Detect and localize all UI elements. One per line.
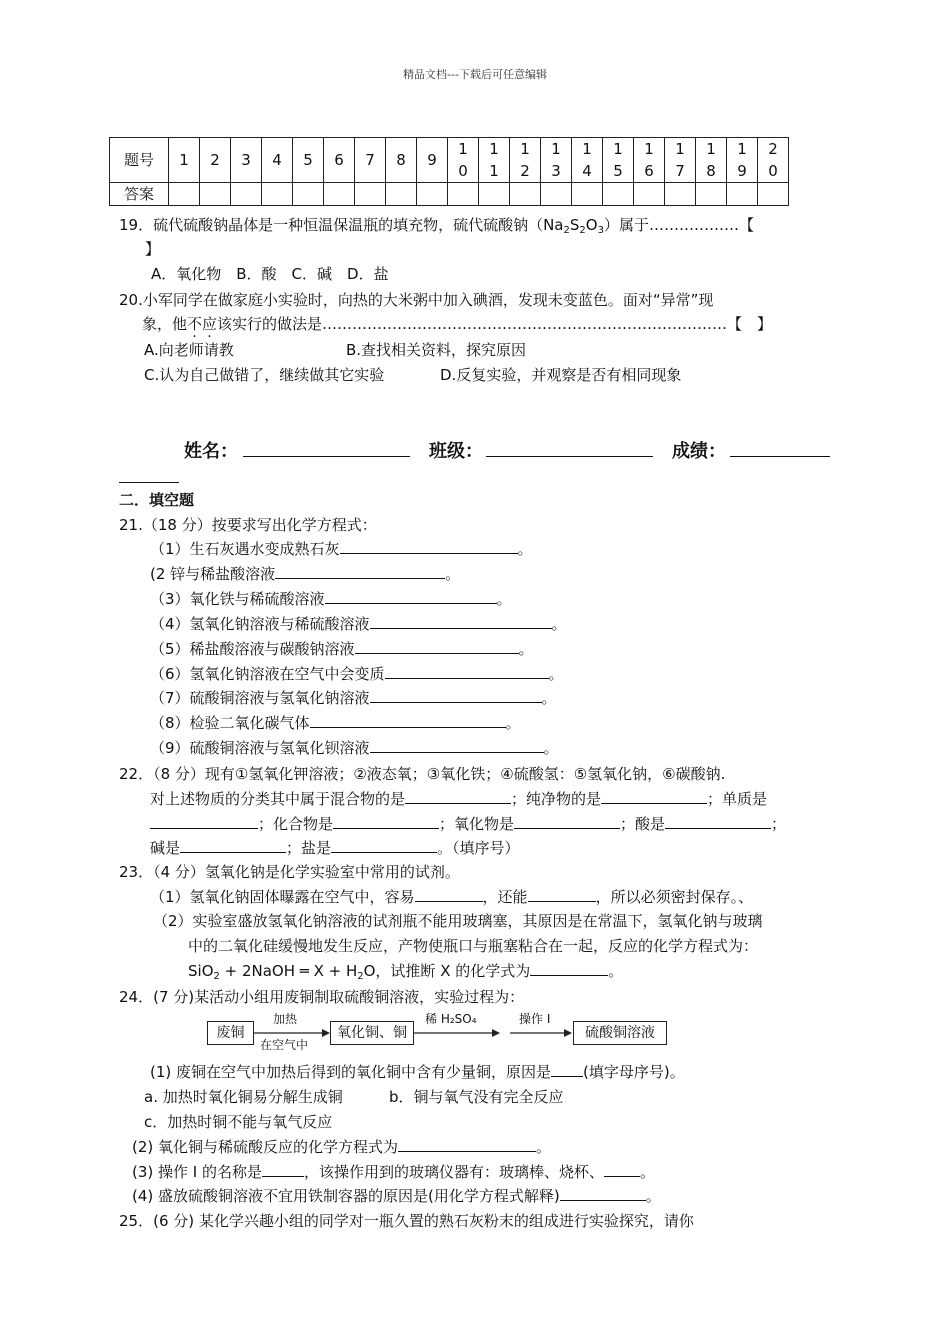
q21-answer-blank[interactable] (355, 638, 519, 654)
answer-cell[interactable] (355, 183, 386, 206)
q24-s3: (3) 操作 I 的名称是 ，该操作用到的玻璃仪器有：玻璃棒、烧杯、 。 (132, 1163, 656, 1181)
q21-item: （8）检验二氧化碳气体 。 (150, 714, 521, 733)
q23-blank-1[interactable] (415, 886, 483, 902)
question-number-digit: 1 (706, 140, 716, 158)
question-number-digit: 1 (520, 140, 530, 158)
q21-answer-blank[interactable] (370, 737, 544, 753)
q21-item: （7）硫酸铜溶液与氢氧化钠溶液 。 (150, 689, 557, 708)
question-number-digit: 0 (458, 162, 468, 180)
class-label: 班级： (429, 441, 483, 462)
q24-blank-3[interactable] (262, 1161, 304, 1177)
q21-answer-blank[interactable] (385, 663, 549, 679)
q22-blank-acid[interactable] (665, 813, 771, 829)
q23-s2a: （2）实验室盛放氢氧化钠溶液的试剂瓶不能用玻璃塞，其原因是在常温下，氢氧化钠与玻璃 (153, 912, 763, 930)
question-number-digit: 2 (210, 151, 220, 169)
q24-option-c: c．加热时铜不能与氧气反应 (144, 1113, 333, 1131)
question-number-digit: 1 (458, 140, 468, 158)
row-label-answer: 答案 (110, 183, 169, 206)
flow-arrows (252, 1026, 577, 1040)
question-number-digit: 1 (551, 140, 561, 158)
flow-box-copper-oxide: 氧化铜、铜 (330, 1021, 414, 1045)
flow-arrow3-top: 操作 I (519, 1012, 551, 1026)
q23-blank-x[interactable] (530, 960, 608, 976)
q24-option-b: b．铜与氧气没有完全反应 (389, 1088, 564, 1106)
q19-options: A．氧化物 B．酸 C．碱 D．盐 (151, 265, 389, 283)
answer-cell[interactable] (603, 183, 634, 206)
question-number-cell (169, 138, 200, 183)
question-number-cell (758, 138, 789, 183)
q24-blank-2[interactable] (398, 1136, 536, 1152)
q21-item: （6）氢氧化钠溶液在空气中会变质 。 (150, 664, 564, 683)
question-number-digit: 9 (737, 162, 747, 180)
question-number-cell (355, 138, 386, 183)
answer-table (109, 137, 789, 206)
question-number-cell (541, 138, 572, 183)
question-number-digit: 7 (675, 162, 685, 180)
question-number-cell (386, 138, 417, 183)
flow-arrow1-top: 加热 (273, 1012, 298, 1026)
q22-blank-mixture[interactable] (405, 788, 511, 804)
question-number-cell (665, 138, 696, 183)
flow-box-scrap-copper: 废铜 (207, 1021, 254, 1045)
section-title: 二．填空题 (119, 491, 195, 509)
row-label-number: 题号 (110, 138, 169, 183)
name-blank[interactable] (243, 440, 410, 457)
answer-cell[interactable] (665, 183, 696, 206)
answer-cell[interactable] (417, 183, 448, 206)
question-number-digit: 1 (179, 151, 189, 169)
q20-line2: 象，他不应该实行的做法是………………………………………………………………………【 】 (142, 315, 773, 333)
answer-cell[interactable] (293, 183, 324, 206)
question-number-cell (231, 138, 262, 183)
name-label: 姓名： (184, 441, 238, 462)
q22-blank-compound[interactable] (333, 813, 439, 829)
question-number-digit: 1 (737, 140, 747, 158)
answer-cell[interactable] (448, 183, 479, 206)
question-number-digit: 1 (613, 140, 623, 158)
question-number-digit: 5 (303, 151, 313, 169)
q21-answer-blank[interactable] (340, 538, 518, 554)
q21-item: （5）稀盐酸溶液与碳酸钠溶液 。 (150, 639, 534, 658)
q21-item: （1）生石灰遇水变成熟石灰 。 (150, 540, 533, 558)
question-number-digit: 1 (675, 140, 685, 158)
table-row-answers (110, 183, 789, 206)
q20-option-c: C.认为自己做错了，继续做其它实验 (144, 366, 385, 384)
flow-arrow2-top: 稀 H₂SO₄ (425, 1012, 477, 1026)
question-number-digit: 3 (241, 151, 251, 169)
flow-box-copper-sulfate: 硫酸铜溶液 (573, 1021, 667, 1045)
question-number-cell (448, 138, 479, 183)
answer-cell[interactable] (324, 183, 355, 206)
answer-cell[interactable] (262, 183, 293, 206)
q24-blank-4[interactable] (604, 1161, 640, 1177)
q24-option-a: a. 加热时氧化铜易分解生成铜 (144, 1088, 343, 1106)
question-number-cell (727, 138, 758, 183)
question-number-cell (696, 138, 727, 183)
question-number-cell (603, 138, 634, 183)
answer-cell[interactable] (231, 183, 262, 206)
question-number-cell (262, 138, 293, 183)
question-number-cell (634, 138, 665, 183)
question-number-digit: 0 (768, 162, 778, 180)
page-header: 精品文档---下载后可任意编辑 (403, 68, 547, 81)
q19-stem: 19．硫代硫酸钠晶体是一种恒温保温瓶的填充物，硫代硫酸钠$(Na_2S_2O_3)$属于………………【 (119, 216, 754, 236)
question-number-digit: 7 (365, 151, 375, 169)
answer-cell[interactable] (200, 183, 231, 206)
question-number-digit: 2 (520, 162, 530, 180)
q24-title: 24．(7 分)某活动小组用废铜制取硫酸铜溶液，实验过程为： (119, 988, 525, 1006)
q21-answer-blank[interactable] (310, 712, 506, 728)
q23-equation: SiO$_2$ + 2NaOH ═ $X + H_2O$，试推断 X 的化学式为 。 (188, 962, 624, 982)
question-number-digit: 8 (706, 162, 716, 180)
q24-s4: (4) 盛放硫酸铜溶液不宜用铁制容器的原因是(用化学方程式解释) 。 (132, 1187, 661, 1205)
score-label: 成绩： (672, 441, 726, 462)
question-number-cell (572, 138, 603, 183)
q23-s1: （1）氢氧化钠固体曝露在空气中，容易 ，还能 ，所以必须密封保存。、 (150, 888, 754, 906)
q23-s2b: 中的二氧化硅缓慢地发生反应，产物使瓶口与瓶塞粘合在一起，反应的化学方程式为： (188, 937, 759, 955)
question-number-cell (324, 138, 355, 183)
q24-s1: (1) 废铜在空气中加热后得到的氧化铜中含有少量铜，原因是 (填字母序号)。 (150, 1063, 685, 1081)
answer-cell[interactable] (541, 183, 572, 206)
q20-option-d: D.反复实验，并观察是否有相同现象 (440, 366, 682, 384)
answer-cell[interactable] (696, 183, 727, 206)
q22-blank-salt[interactable] (331, 837, 437, 853)
q22-blank-oxide[interactable] (514, 813, 620, 829)
q20-option-a: A.向老师请教 (144, 341, 234, 359)
question-number-digit: 1 (489, 140, 499, 158)
answer-cell[interactable] (479, 183, 510, 206)
class-blank[interactable] (486, 440, 653, 457)
q22-blank-element[interactable] (150, 813, 258, 829)
question-number-digit: 5 (613, 162, 623, 180)
score-blank[interactable] (730, 440, 830, 457)
answer-cell[interactable] (572, 183, 603, 206)
q22-line1: 22．（8 分）现有①氢氧化钾溶液；②液态氧；③氧化铁；④硫酸氢：⑤氢氧化钠，⑥碳酸钠. (119, 765, 726, 783)
question-number-cell (479, 138, 510, 183)
q21-answer-blank[interactable] (325, 588, 497, 604)
question-number-digit: 3 (551, 162, 561, 180)
question-number-digit: 6 (644, 162, 654, 180)
question-number-digit: 1 (489, 162, 499, 180)
answer-cell[interactable] (634, 183, 665, 206)
table-row-numbers (110, 138, 789, 183)
q21-answer-blank[interactable] (275, 563, 445, 579)
q25-line1: 25．(6 分) 某化学兴趣小组的同学对一瓶久置的熟石灰粉末的组成进行实验探究，请你 (119, 1212, 694, 1230)
q22-line3: ；化合物是 ；氧化物是 ；酸是 ； (150, 813, 786, 834)
question-number-digit: 8 (396, 151, 406, 169)
q24-blank-1[interactable] (551, 1061, 583, 1077)
question-number-cell (200, 138, 231, 183)
q21-item: （4）氢氧化钠溶液与稀硫酸溶液 。 (150, 614, 567, 633)
question-number-digit: 9 (427, 151, 437, 169)
question-number-digit: 1 (582, 140, 592, 158)
q21-item: （3）氧化铁与稀硫酸溶液 。 (150, 589, 512, 608)
q20-option-b: B.查找相关资料，探究原因 (346, 341, 527, 359)
q22-line2: 对上述物质的分类其中属于混合物的是 ；纯净物的是 ；单质是 (150, 790, 768, 808)
question-number-digit: 2 (768, 140, 778, 158)
score-blank-wrap (119, 468, 179, 483)
q24-blank-5[interactable] (560, 1185, 646, 1201)
question-number-digit: 1 (644, 140, 654, 158)
answer-cell[interactable] (510, 183, 541, 206)
question-number-digit: 6 (334, 151, 344, 169)
q24-s2: (2) 氧化铜与稀硫酸反应的化学方程式为 。 (132, 1138, 552, 1156)
question-number-cell (293, 138, 324, 183)
q19-bracket-end: 】 (145, 240, 161, 258)
q20-line1: 20.小军同学在做家庭小实验时，向热的大米粥中加入碘酒，发现未变蓝色。面对“异常”现 (119, 291, 714, 309)
question-number-digit: 4 (582, 162, 592, 180)
q23-title: 23．（4 分）氢氧化钠是化学实验室中常用的试剂。 (119, 863, 460, 881)
flow-arrow1-bottom: 在空气中 (260, 1038, 309, 1052)
q21-answer-blank[interactable] (370, 613, 552, 629)
q22-blank-base[interactable] (180, 837, 286, 853)
q22-line4: 碱是 ；盐是 。（填序号） (150, 839, 520, 857)
question-number-cell (510, 138, 541, 183)
answer-cell[interactable] (727, 183, 758, 206)
answer-cell[interactable] (758, 183, 789, 206)
question-number-digit: 4 (272, 151, 282, 169)
q21-item: （9）硫酸铜溶液与氢氧化钡溶液 。 (150, 739, 559, 758)
q22-blank-pure[interactable] (601, 788, 707, 804)
q23-blank-2[interactable] (528, 886, 596, 902)
question-number-cell (417, 138, 448, 183)
q21-title: 21.（18 分）按要求写出化学方程式： (119, 516, 377, 534)
q21-answer-blank[interactable] (370, 687, 542, 703)
q21-item: (2 锌与稀盐酸溶液 。 (150, 564, 461, 583)
answer-cell[interactable] (169, 183, 200, 206)
answer-cell[interactable] (386, 183, 417, 206)
